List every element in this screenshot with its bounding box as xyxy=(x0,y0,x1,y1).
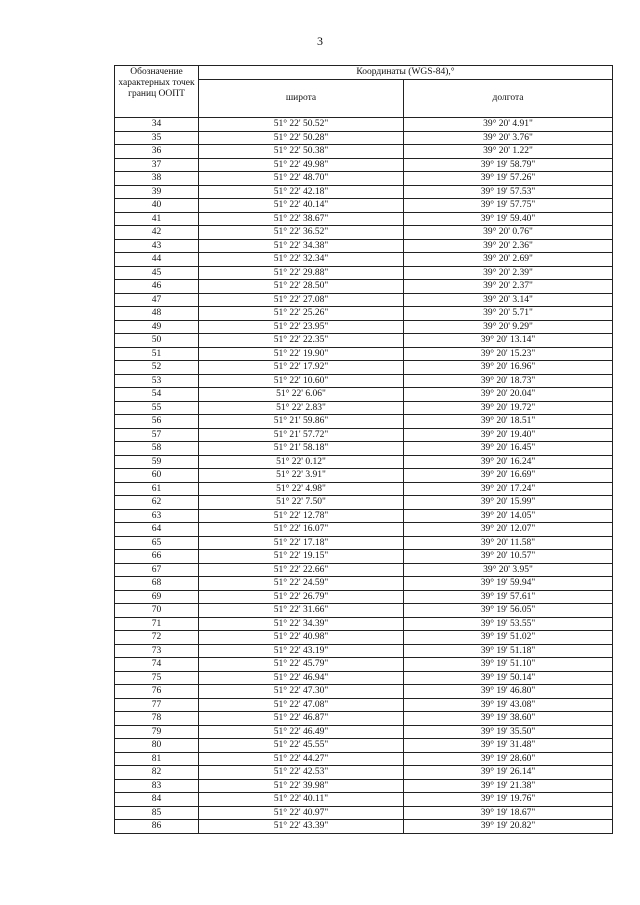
point-id-cell: 37 xyxy=(115,158,199,172)
longitude-cell: 39° 20' 18.73" xyxy=(404,374,613,388)
table-row xyxy=(115,145,613,159)
point-id-cell: 54 xyxy=(115,388,199,402)
table-row xyxy=(115,185,613,199)
point-id-cell: 60 xyxy=(115,469,199,483)
page-number: 3 xyxy=(317,34,323,48)
point-id-cell: 34 xyxy=(115,118,199,132)
table-row xyxy=(115,455,613,469)
table-row xyxy=(115,239,613,253)
point-id-cell: 81 xyxy=(115,752,199,766)
longitude-cell: 39° 20' 19.72" xyxy=(404,401,613,415)
table-row xyxy=(115,577,613,591)
longitude-cell: 39° 19' 57.53" xyxy=(404,185,613,199)
longitude-cell: 39° 19' 21.38" xyxy=(404,779,613,793)
latitude-cell: 51° 22' 48.70" xyxy=(199,172,404,186)
point-id-cell: 51 xyxy=(115,347,199,361)
latitude-cell: 51° 21' 58.18" xyxy=(199,442,404,456)
table-row xyxy=(115,307,613,321)
latitude-cell: 51° 22' 40.98" xyxy=(199,631,404,645)
latitude-cell: 51° 22' 2.83" xyxy=(199,401,404,415)
header-point-designation: Обозначение характерных точек границ ООПТ xyxy=(115,66,199,118)
point-id-cell: 38 xyxy=(115,172,199,186)
latitude-cell: 51° 22' 38.67" xyxy=(199,212,404,226)
longitude-cell: 39° 20' 11.58" xyxy=(404,536,613,550)
longitude-cell: 39° 20' 13.14" xyxy=(404,334,613,348)
point-id-cell: 50 xyxy=(115,334,199,348)
latitude-cell: 51° 22' 46.49" xyxy=(199,725,404,739)
latitude-cell: 51° 22' 45.79" xyxy=(199,658,404,672)
latitude-cell: 51° 22' 6.06" xyxy=(199,388,404,402)
longitude-cell: 39° 20' 19.40" xyxy=(404,428,613,442)
table-row xyxy=(115,428,613,442)
longitude-cell: 39° 19' 57.26" xyxy=(404,172,613,186)
longitude-cell: 39° 19' 51.02" xyxy=(404,631,613,645)
point-id-cell: 39 xyxy=(115,185,199,199)
latitude-cell: 51° 22' 43.19" xyxy=(199,644,404,658)
longitude-cell: 39° 20' 5.71" xyxy=(404,307,613,321)
table-row xyxy=(115,212,613,226)
point-id-cell: 86 xyxy=(115,820,199,834)
table-row xyxy=(115,172,613,186)
point-id-cell: 66 xyxy=(115,550,199,564)
latitude-cell: 51° 22' 19.90" xyxy=(199,347,404,361)
table-row xyxy=(115,253,613,267)
longitude-cell: 39° 20' 20.04" xyxy=(404,388,613,402)
table-body xyxy=(115,118,613,834)
latitude-cell: 51° 22' 3.91" xyxy=(199,469,404,483)
longitude-cell: 39° 19' 28.60" xyxy=(404,752,613,766)
point-id-cell: 44 xyxy=(115,253,199,267)
table-row xyxy=(115,590,613,604)
header-latitude: широта xyxy=(199,80,404,118)
point-id-cell: 59 xyxy=(115,455,199,469)
table-row xyxy=(115,496,613,510)
longitude-cell: 39° 20' 15.23" xyxy=(404,347,613,361)
table-row xyxy=(115,509,613,523)
point-id-cell: 63 xyxy=(115,509,199,523)
header-coordinates: Координаты (WGS-84),° xyxy=(199,66,613,80)
latitude-cell: 51° 22' 23.95" xyxy=(199,320,404,334)
point-id-cell: 36 xyxy=(115,145,199,159)
point-id-cell: 62 xyxy=(115,496,199,510)
latitude-cell: 51° 22' 7.50" xyxy=(199,496,404,510)
table-row xyxy=(115,766,613,780)
table-row xyxy=(115,415,613,429)
latitude-cell: 51° 22' 40.97" xyxy=(199,806,404,820)
point-id-cell: 75 xyxy=(115,671,199,685)
latitude-cell: 51° 22' 17.18" xyxy=(199,536,404,550)
longitude-cell: 39° 19' 26.14" xyxy=(404,766,613,780)
longitude-cell: 39° 19' 50.14" xyxy=(404,671,613,685)
longitude-cell: 39° 19' 18.67" xyxy=(404,806,613,820)
latitude-cell: 51° 22' 22.66" xyxy=(199,563,404,577)
longitude-cell: 39° 20' 16.96" xyxy=(404,361,613,375)
point-id-cell: 56 xyxy=(115,415,199,429)
longitude-cell: 39° 19' 57.75" xyxy=(404,199,613,213)
latitude-cell: 51° 22' 26.79" xyxy=(199,590,404,604)
latitude-cell: 51° 22' 31.66" xyxy=(199,604,404,618)
table-row xyxy=(115,320,613,334)
longitude-cell: 39° 20' 18.51" xyxy=(404,415,613,429)
table-row xyxy=(115,685,613,699)
table-row xyxy=(115,361,613,375)
longitude-cell: 39° 19' 38.60" xyxy=(404,712,613,726)
point-id-cell: 47 xyxy=(115,293,199,307)
latitude-cell: 51° 21' 59.86" xyxy=(199,415,404,429)
table-row xyxy=(115,118,613,132)
point-id-cell: 46 xyxy=(115,280,199,294)
latitude-cell: 51° 22' 39.98" xyxy=(199,779,404,793)
table-row xyxy=(115,536,613,550)
latitude-cell: 51° 22' 16.07" xyxy=(199,523,404,537)
table-row xyxy=(115,563,613,577)
latitude-cell: 51° 22' 27.08" xyxy=(199,293,404,307)
latitude-cell: 51° 22' 34.38" xyxy=(199,239,404,253)
table-row xyxy=(115,226,613,240)
table-row xyxy=(115,725,613,739)
point-id-cell: 55 xyxy=(115,401,199,415)
table-row xyxy=(115,739,613,753)
table-row xyxy=(115,658,613,672)
longitude-cell: 39° 20' 15.99" xyxy=(404,496,613,510)
point-id-cell: 72 xyxy=(115,631,199,645)
table-row xyxy=(115,523,613,537)
longitude-cell: 39° 20' 14.05" xyxy=(404,509,613,523)
table-row xyxy=(115,280,613,294)
point-id-cell: 61 xyxy=(115,482,199,496)
table-row xyxy=(115,644,613,658)
point-id-cell: 42 xyxy=(115,226,199,240)
longitude-cell: 39° 20' 2.37" xyxy=(404,280,613,294)
latitude-cell: 51° 22' 12.78" xyxy=(199,509,404,523)
longitude-cell: 39° 19' 51.18" xyxy=(404,644,613,658)
point-id-cell: 67 xyxy=(115,563,199,577)
longitude-cell: 39° 20' 9.29" xyxy=(404,320,613,334)
longitude-cell: 39° 19' 56.05" xyxy=(404,604,613,618)
table-row xyxy=(115,482,613,496)
longitude-cell: 39° 20' 3.76" xyxy=(404,131,613,145)
table-row xyxy=(115,199,613,213)
table-row xyxy=(115,698,613,712)
latitude-cell: 51° 22' 4.98" xyxy=(199,482,404,496)
point-id-cell: 53 xyxy=(115,374,199,388)
longitude-cell: 39° 20' 2.39" xyxy=(404,266,613,280)
table-row xyxy=(115,401,613,415)
longitude-cell: 39° 20' 12.07" xyxy=(404,523,613,537)
point-id-cell: 80 xyxy=(115,739,199,753)
point-id-cell: 35 xyxy=(115,131,199,145)
point-id-cell: 64 xyxy=(115,523,199,537)
table-row xyxy=(115,806,613,820)
point-id-cell: 82 xyxy=(115,766,199,780)
table-header xyxy=(115,66,613,118)
latitude-cell: 51° 22' 19.15" xyxy=(199,550,404,564)
latitude-cell: 51° 22' 24.59" xyxy=(199,577,404,591)
latitude-cell: 51° 22' 42.53" xyxy=(199,766,404,780)
longitude-cell: 39° 19' 59.94" xyxy=(404,577,613,591)
latitude-cell: 51° 22' 22.35" xyxy=(199,334,404,348)
longitude-cell: 39° 19' 58.79" xyxy=(404,158,613,172)
longitude-cell: 39° 19' 19.76" xyxy=(404,793,613,807)
point-id-cell: 57 xyxy=(115,428,199,442)
point-id-cell: 69 xyxy=(115,590,199,604)
longitude-cell: 39° 19' 35.50" xyxy=(404,725,613,739)
longitude-cell: 39° 20' 16.45" xyxy=(404,442,613,456)
point-id-cell: 40 xyxy=(115,199,199,213)
longitude-cell: 39° 20' 10.57" xyxy=(404,550,613,564)
table-row xyxy=(115,442,613,456)
point-id-cell: 48 xyxy=(115,307,199,321)
longitude-cell: 39° 20' 3.95" xyxy=(404,563,613,577)
longitude-cell: 39° 19' 59.40" xyxy=(404,212,613,226)
point-id-cell: 83 xyxy=(115,779,199,793)
point-id-cell: 68 xyxy=(115,577,199,591)
point-id-cell: 43 xyxy=(115,239,199,253)
point-id-cell: 85 xyxy=(115,806,199,820)
latitude-cell: 51° 22' 45.55" xyxy=(199,739,404,753)
latitude-cell: 51° 22' 40.14" xyxy=(199,199,404,213)
longitude-cell: 39° 20' 2.36" xyxy=(404,239,613,253)
latitude-cell: 51° 22' 47.08" xyxy=(199,698,404,712)
latitude-cell: 51° 22' 47.30" xyxy=(199,685,404,699)
longitude-cell: 39° 19' 53.55" xyxy=(404,617,613,631)
latitude-cell: 51° 22' 36.52" xyxy=(199,226,404,240)
table-row xyxy=(115,374,613,388)
point-id-cell: 71 xyxy=(115,617,199,631)
point-id-cell: 77 xyxy=(115,698,199,712)
table-row xyxy=(115,604,613,618)
point-id-cell: 52 xyxy=(115,361,199,375)
latitude-cell: 51° 22' 43.39" xyxy=(199,820,404,834)
longitude-cell: 39° 20' 17.24" xyxy=(404,482,613,496)
longitude-cell: 39° 20' 4.91" xyxy=(404,118,613,132)
table-row xyxy=(115,752,613,766)
table-row xyxy=(115,712,613,726)
latitude-cell: 51° 22' 10.60" xyxy=(199,374,404,388)
table-row xyxy=(115,469,613,483)
point-id-cell: 74 xyxy=(115,658,199,672)
latitude-cell: 51° 22' 44.27" xyxy=(199,752,404,766)
latitude-cell: 51° 22' 25.26" xyxy=(199,307,404,321)
point-id-cell: 41 xyxy=(115,212,199,226)
table-row xyxy=(115,631,613,645)
longitude-cell: 39° 19' 46.80" xyxy=(404,685,613,699)
point-id-cell: 45 xyxy=(115,266,199,280)
longitude-cell: 39° 19' 57.61" xyxy=(404,590,613,604)
latitude-cell: 51° 22' 46.94" xyxy=(199,671,404,685)
latitude-cell: 51° 22' 50.52" xyxy=(199,118,404,132)
latitude-cell: 51° 22' 32.34" xyxy=(199,253,404,267)
latitude-cell: 51° 22' 46.87" xyxy=(199,712,404,726)
table-row xyxy=(115,158,613,172)
longitude-cell: 39° 19' 31.48" xyxy=(404,739,613,753)
point-id-cell: 58 xyxy=(115,442,199,456)
point-id-cell: 76 xyxy=(115,685,199,699)
longitude-cell: 39° 20' 2.69" xyxy=(404,253,613,267)
table-row xyxy=(115,131,613,145)
table-row xyxy=(115,617,613,631)
latitude-cell: 51° 22' 40.11" xyxy=(199,793,404,807)
header-longitude: долгота xyxy=(404,80,613,118)
latitude-cell: 51° 21' 57.72" xyxy=(199,428,404,442)
longitude-cell: 39° 20' 3.14" xyxy=(404,293,613,307)
point-id-cell: 65 xyxy=(115,536,199,550)
latitude-cell: 51° 22' 28.50" xyxy=(199,280,404,294)
table-row xyxy=(115,820,613,834)
point-id-cell: 84 xyxy=(115,793,199,807)
point-id-cell: 49 xyxy=(115,320,199,334)
latitude-cell: 51° 22' 34.39" xyxy=(199,617,404,631)
latitude-cell: 51° 22' 50.28" xyxy=(199,131,404,145)
longitude-cell: 39° 20' 1.22" xyxy=(404,145,613,159)
latitude-cell: 51° 22' 50.38" xyxy=(199,145,404,159)
longitude-cell: 39° 20' 0.76" xyxy=(404,226,613,240)
latitude-cell: 51° 22' 42.18" xyxy=(199,185,404,199)
longitude-cell: 39° 19' 43.08" xyxy=(404,698,613,712)
table-row xyxy=(115,388,613,402)
point-id-cell: 70 xyxy=(115,604,199,618)
point-id-cell: 73 xyxy=(115,644,199,658)
table-row xyxy=(115,779,613,793)
table-row xyxy=(115,671,613,685)
latitude-cell: 51° 22' 49.98" xyxy=(199,158,404,172)
table-row xyxy=(115,293,613,307)
longitude-cell: 39° 19' 51.10" xyxy=(404,658,613,672)
table-row xyxy=(115,334,613,348)
table-row xyxy=(115,550,613,564)
latitude-cell: 51° 22' 0.12" xyxy=(199,455,404,469)
latitude-cell: 51° 22' 29.88" xyxy=(199,266,404,280)
table-row xyxy=(115,347,613,361)
coordinates-table xyxy=(114,65,613,834)
table-row xyxy=(115,266,613,280)
point-id-cell: 78 xyxy=(115,712,199,726)
point-id-cell: 79 xyxy=(115,725,199,739)
latitude-cell: 51° 22' 17.92" xyxy=(199,361,404,375)
longitude-cell: 39° 20' 16.69" xyxy=(404,469,613,483)
longitude-cell: 39° 20' 16.24" xyxy=(404,455,613,469)
longitude-cell: 39° 19' 20.82" xyxy=(404,820,613,834)
table-row xyxy=(115,793,613,807)
